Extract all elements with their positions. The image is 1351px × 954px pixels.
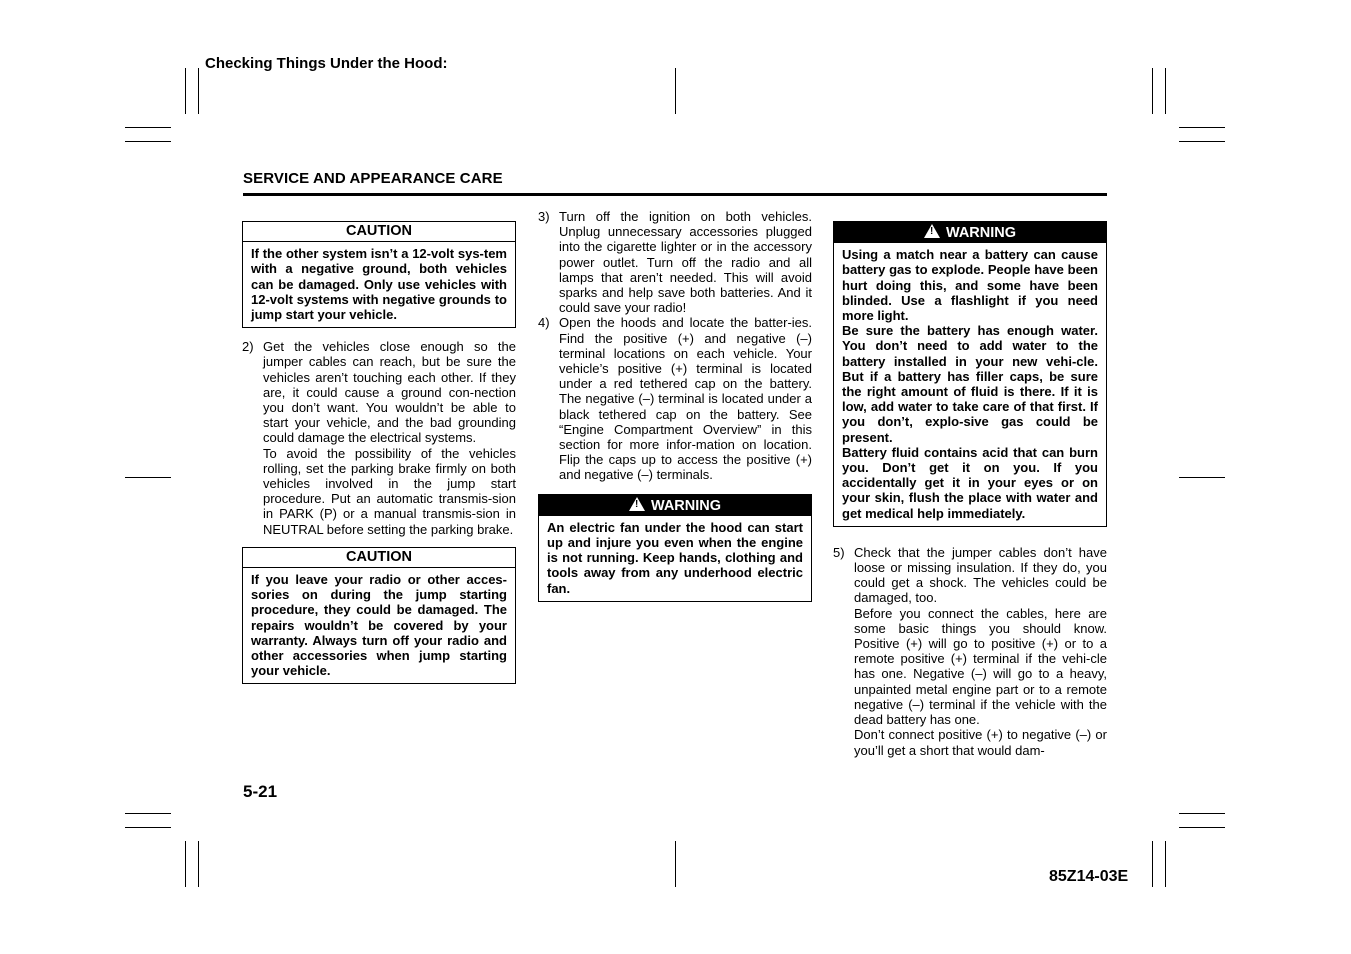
crop-mark — [675, 68, 676, 114]
crop-mark — [198, 68, 199, 114]
crop-mark — [675, 841, 676, 887]
step-4-text: Open the hoods and locate the batter-ies. Find the positive (+) and negative (–) terminal locations on each vehicle. Your vehicle’s positive (+) terminal is located under a red tethered cap on the battery. The negative (–) terminal is located under a black tethered cap on the battery. See “Engine Compartment Overview” in this section for more infor-mation on location. Flip the caps up to access the positive (+) and negative (–) terminals. — [559, 315, 812, 483]
crop-mark — [1179, 141, 1225, 142]
caution-title: CAUTION — [243, 222, 515, 242]
caution-text: If you leave your radio or other acces-sories on during the jump starting procedure, they could be damaged. The repairs wouldn’t be covered by your warranty. Always turn off your radio and other accessories when jump starting your vehicle. — [251, 572, 507, 679]
crop-mark — [185, 841, 186, 887]
caution-box — [242, 547, 516, 685]
warning-paragraph: Battery fluid contains acid that can burn you. Don’t get it on you. If you accidentally get it in your eyes or on your skin, flush the place with water and get medical help immediately. — [842, 444, 1098, 521]
crop-mark — [198, 841, 199, 887]
page-number: 5-21 — [243, 782, 278, 801]
warning-header — [539, 495, 811, 516]
warning-text — [834, 243, 1106, 526]
step-number: 4) — [538, 315, 550, 331]
middle-column — [538, 209, 812, 602]
warning-title: WARNING — [945, 225, 1017, 241]
caution-box — [242, 221, 516, 328]
document-code: 85Z14-03E — [1049, 868, 1129, 885]
caution-title: CAUTION — [243, 548, 515, 568]
crop-mark — [125, 827, 171, 828]
caution-text: If the other system isn’t a 12-volt sys-tem with a negative ground, both vehicles can be damaged. Only use vehicles with 12-volt systems with negative grounds to jump start your vehicle. — [251, 246, 507, 323]
warning-box — [538, 494, 812, 602]
step-5-paragraph-2: Before you connect the cables, here are some basic things you should know. Positive (+) will go to positive (+) or to a remote positive (+) terminal if the vehi-cle has one. Negative (–) will go to a heavy, unpainted metal engine part or to a remote negative (–) terminal if the vehicle with the dead battery has one. — [854, 605, 1107, 728]
step-2-paragraph-1: Get the vehicles close enough so the jumper cables can reach, but be sure the vehicles aren’t touching each other. If they are, it could cause a ground con-nection you don’t want. You wouldn’t be able to start your vehicle, and the bad grounding could damage the electrical systems. — [263, 339, 516, 446]
warning-paragraph: Using a match near a battery can cause battery gas to explode. People have been hurt doing this, and some have been blinded. Use a flashlight if you need more light. — [842, 247, 1098, 324]
step-number: 5) — [833, 544, 845, 560]
crop-mark — [125, 127, 171, 128]
step-4 — [538, 315, 812, 482]
crop-mark — [1179, 813, 1225, 814]
step-number: 3) — [538, 209, 550, 224]
warning-box — [833, 221, 1107, 527]
crop-mark — [1179, 127, 1225, 128]
crop-mark — [1152, 841, 1153, 887]
warning-text: An electric fan under the hood can start up and injure you even when the engine is not running. Keep hands, clothing and tools away from any underhood electric fan. — [547, 519, 803, 596]
crop-mark — [185, 68, 186, 114]
top-heading: Checking Things Under the Hood: — [205, 55, 448, 72]
crop-mark — [125, 141, 171, 142]
step-number: 2) — [242, 339, 254, 355]
crop-mark — [1179, 477, 1225, 478]
crop-mark — [1179, 827, 1225, 828]
warning-title: WARNING — [650, 497, 722, 514]
warning-triangle-icon — [924, 224, 940, 238]
step-5-paragraph-3: Don’t connect positive (+) to negative (–) or you’ll get a short that would dam- — [854, 727, 1107, 758]
step-2-paragraph-2: To avoid the possibility of the vehicles rolling, set the parking brake firmly on both vehicles involved in the jump start procedure. Put an automatic transmis-sion in PARK (P) or a manual transmis-sion in NEUTRAL before setting the parking brake. — [263, 445, 516, 537]
section-rule — [243, 193, 1107, 196]
left-column — [242, 221, 516, 684]
warning-header — [834, 222, 1106, 243]
right-column — [833, 221, 1107, 758]
crop-mark — [125, 813, 171, 814]
warning-triangle-icon — [629, 497, 645, 511]
warning-paragraph: Be sure the battery has enough water. You don’t need to add water to the battery installed in your new vehi-cle. But if a battery has filler caps, be sure the right amount of fluid is there. If it is low, add water to take care of that first. If you don’t, explo-sive gas could be present. — [842, 323, 1098, 445]
section-title: SERVICE AND APPEARANCE CARE — [243, 170, 503, 187]
crop-mark — [1165, 68, 1166, 114]
crop-mark — [1152, 68, 1153, 114]
crop-mark — [1165, 841, 1166, 887]
step-3-text: Turn off the ignition on both vehicles. Unplug unnecessary accessories plugged into the cigarette lighter or in the accessory power outlet. Turn off the radio and all lamps that aren’t needed. This will avoid sparks and help save both batteries. And it could save your radio! — [559, 209, 812, 316]
step-2 — [242, 339, 516, 537]
crop-mark — [125, 477, 171, 478]
step-5-paragraph-1: Check that the jumper cables don’t have loose or missing insulation. If they do, you could get a shock. The vehicles could be damaged, too. — [854, 544, 1107, 606]
step-3 — [538, 209, 812, 315]
step-5 — [833, 545, 1107, 758]
